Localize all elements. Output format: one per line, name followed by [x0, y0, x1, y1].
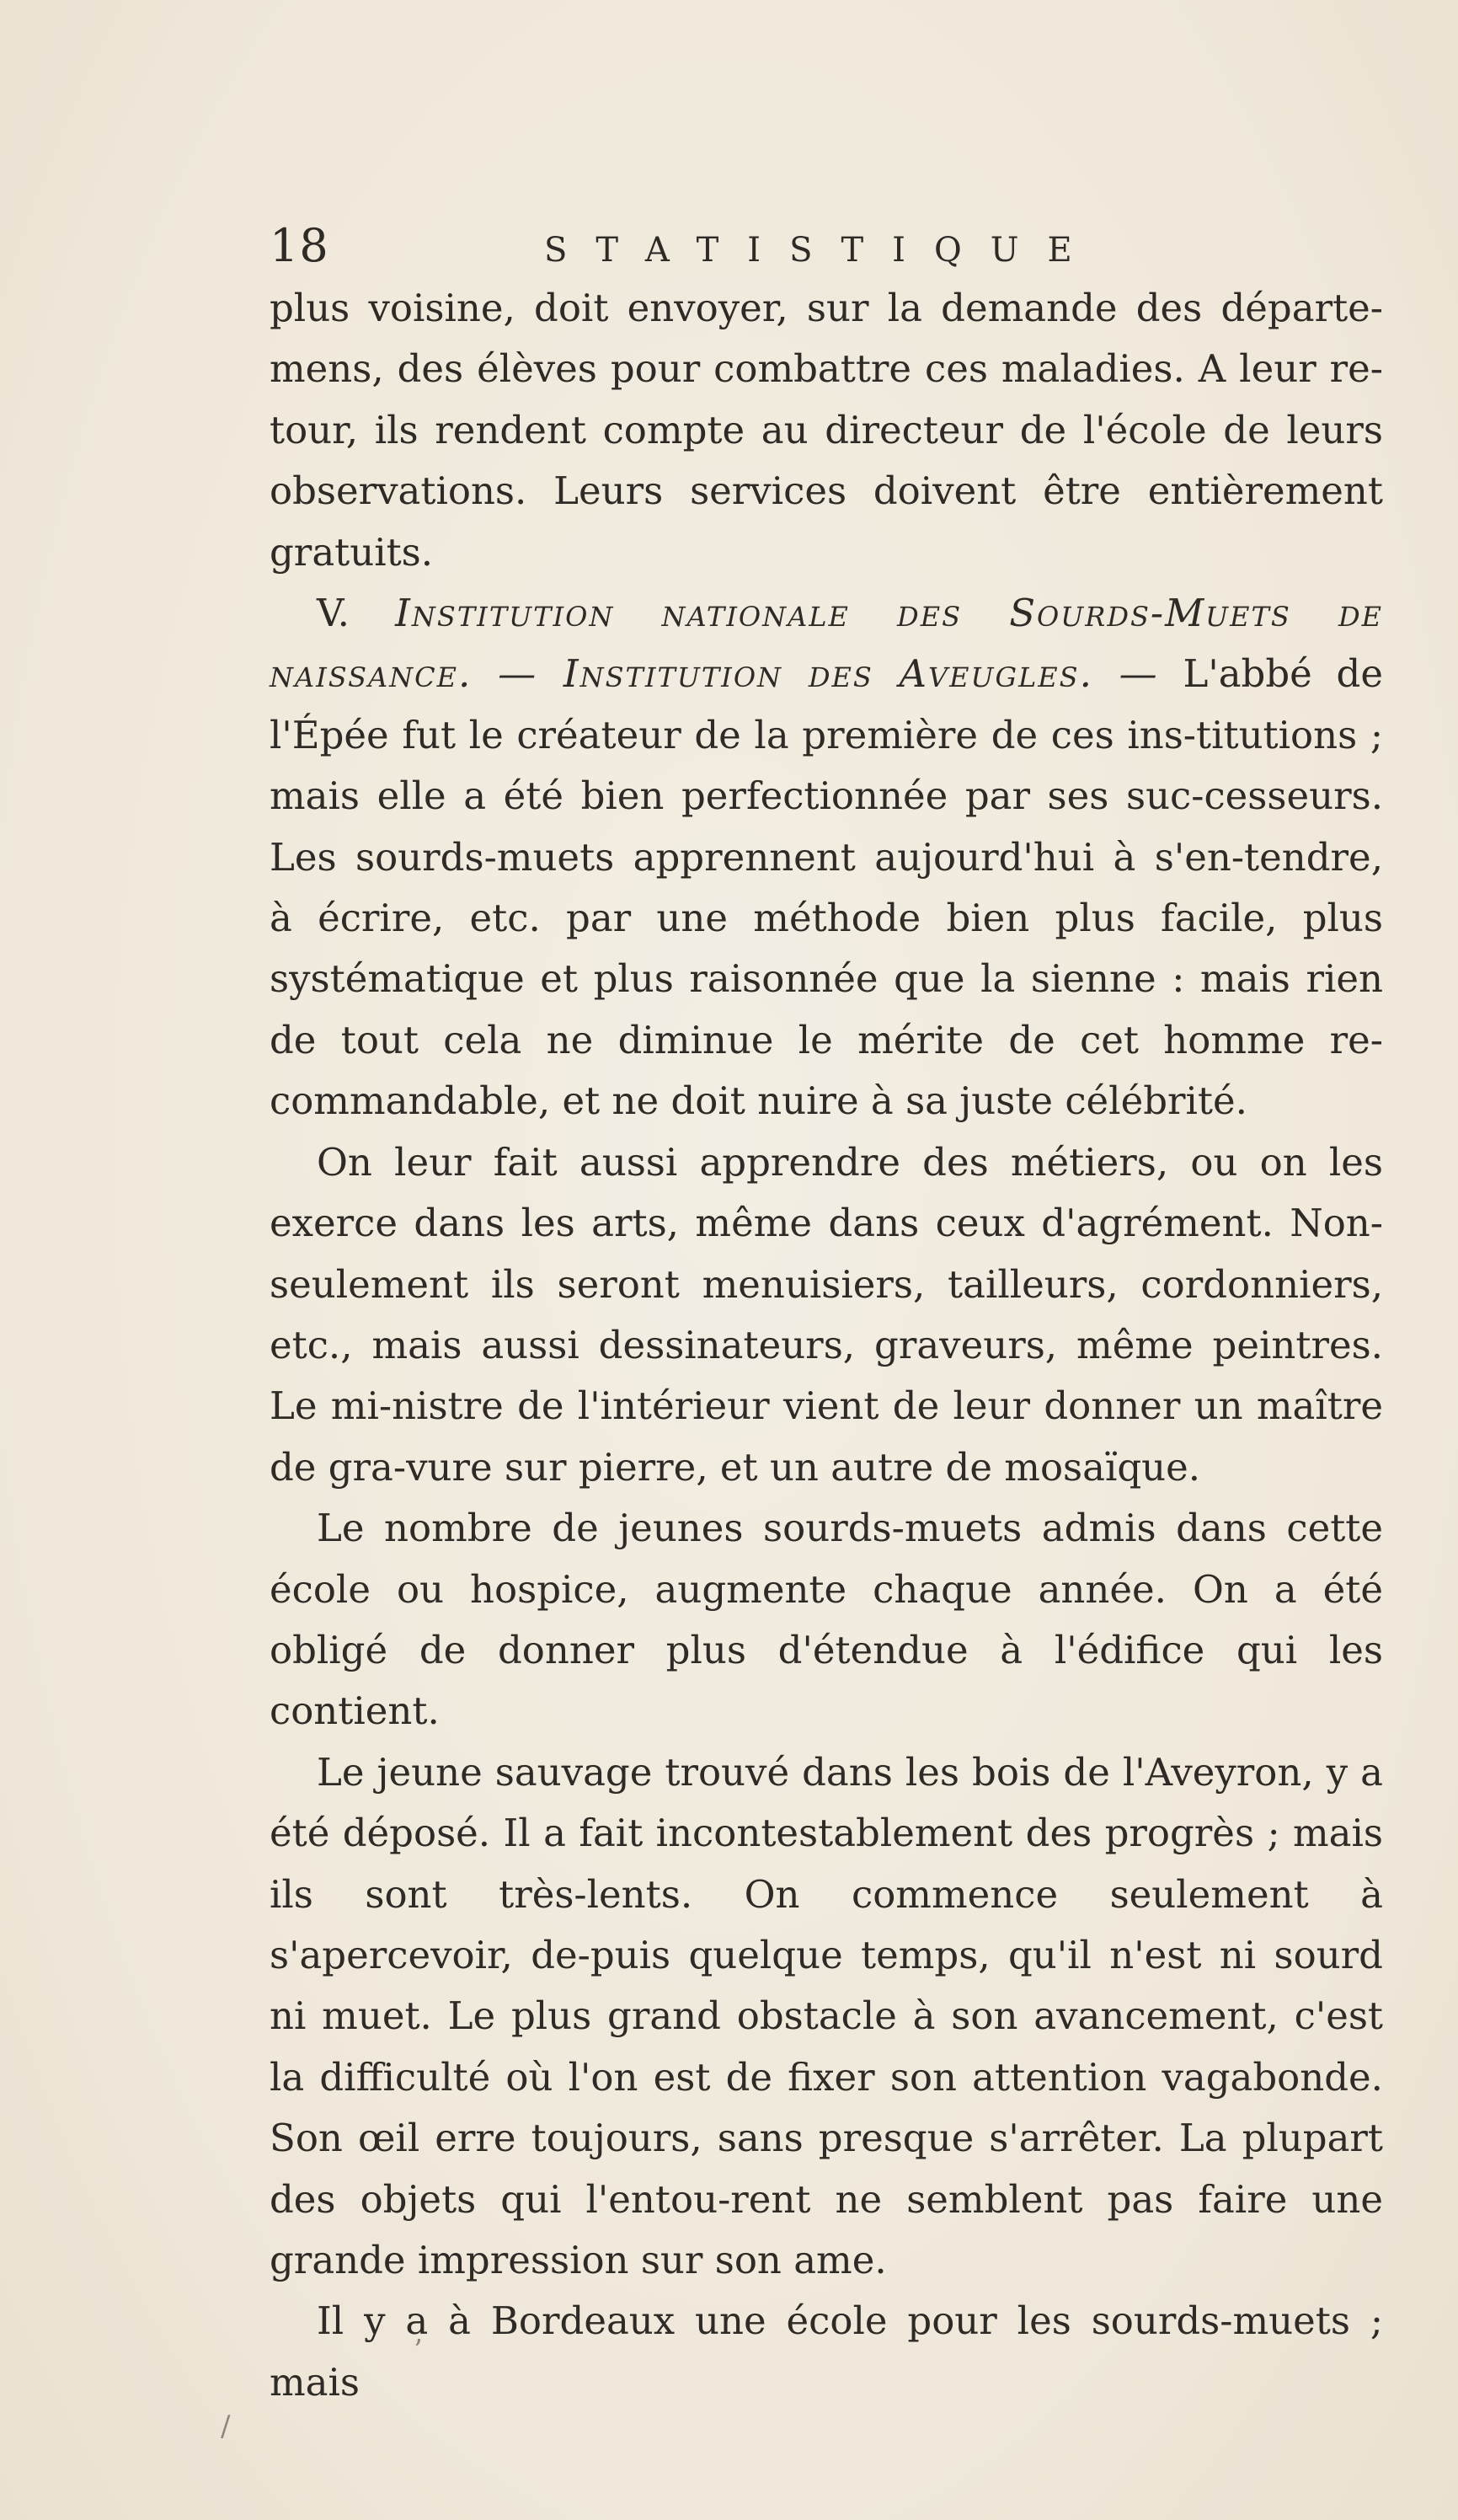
page-text-block [270, 202, 1383, 2413]
paragraph-5: Le jeune sauvage trouvé dans les bois de l'Aveyron, y a été déposé. Il a fait incontestablement des progrès ; mais ils sont très-lents. On commence seulement à s'apercevoir, de-puis quelque temps, qu'il n'est ni sourd ni muet. Le plus grand obstacle à son avancement, c'est la difficulté où l'on est de fixer son attention vagabonde. Son œil erre toujours, sans presque s'arrêter. La plupart des objets qui l'entou-rent ne semblent pas faire une grande impression sur son ame. [270, 1749, 1383, 2282]
paragraph-3: On leur fait aussi apprendre des métiers, ou on les exerce dans les arts, même dans ceux d'agrément. Non-seulement ils seront menuisiers, tailleurs, cordonniers, etc., mais aussi dessinateurs, graveurs, même peintres. Le mi-nistre de l'intérieur vient de leur donner un maître de gra-vure sur pierre, et un autre de mosaïque. [270, 1139, 1383, 1490]
body-text [270, 278, 1383, 2413]
section-numeral: V. [317, 591, 350, 636]
page-header [270, 202, 1383, 278]
section-heading-line [270, 583, 1383, 1132]
page-number: 18 [270, 219, 329, 272]
stray-ink-mark: ʼ [413, 2334, 422, 2368]
running-head: STATISTIQUE [544, 231, 1101, 270]
paragraph-2: L'abbé de l'Épée fut le créateur de la première de ces ins-titutions ; mais elle a été bien perfectionnée par ses suc-cesseurs. Les sourds-muets apprennent aujourd'hui à s'en-tendre, à écrire, etc. par une méthode bien plus facile, plus systématique et plus raisonnée que la sienne : mais rien de tout cela ne diminue le mérite de cet homme re-commandable, et ne doit nuire à sa juste célébrité. [270, 651, 1383, 1124]
paragraph-4: Le nombre de jeunes sourds-muets admis dans cette école ou hospice, augmente chaque année. On a été obligé de donner plus d'étendue à l'édifice qui les contient. [270, 1506, 1383, 1734]
paragraph-1: plus voisine, doit envoyer, sur la demande des départe-mens, des élèves pour combattre ces maladies. A leur re-tour, ils rendent compte au directeur de l'école de leurs observations. Leurs services doivent être entièrement gratuits. [270, 286, 1383, 575]
section-title: Institution nationale des Sourds-Muets de naissance. — Institution des Aveugles. — [270, 591, 1383, 697]
stray-ink-mark: / [221, 2410, 231, 2443]
paragraph-6: Il y a à Bordeaux une école pour les sourds-muets ; mais [270, 2298, 1383, 2405]
